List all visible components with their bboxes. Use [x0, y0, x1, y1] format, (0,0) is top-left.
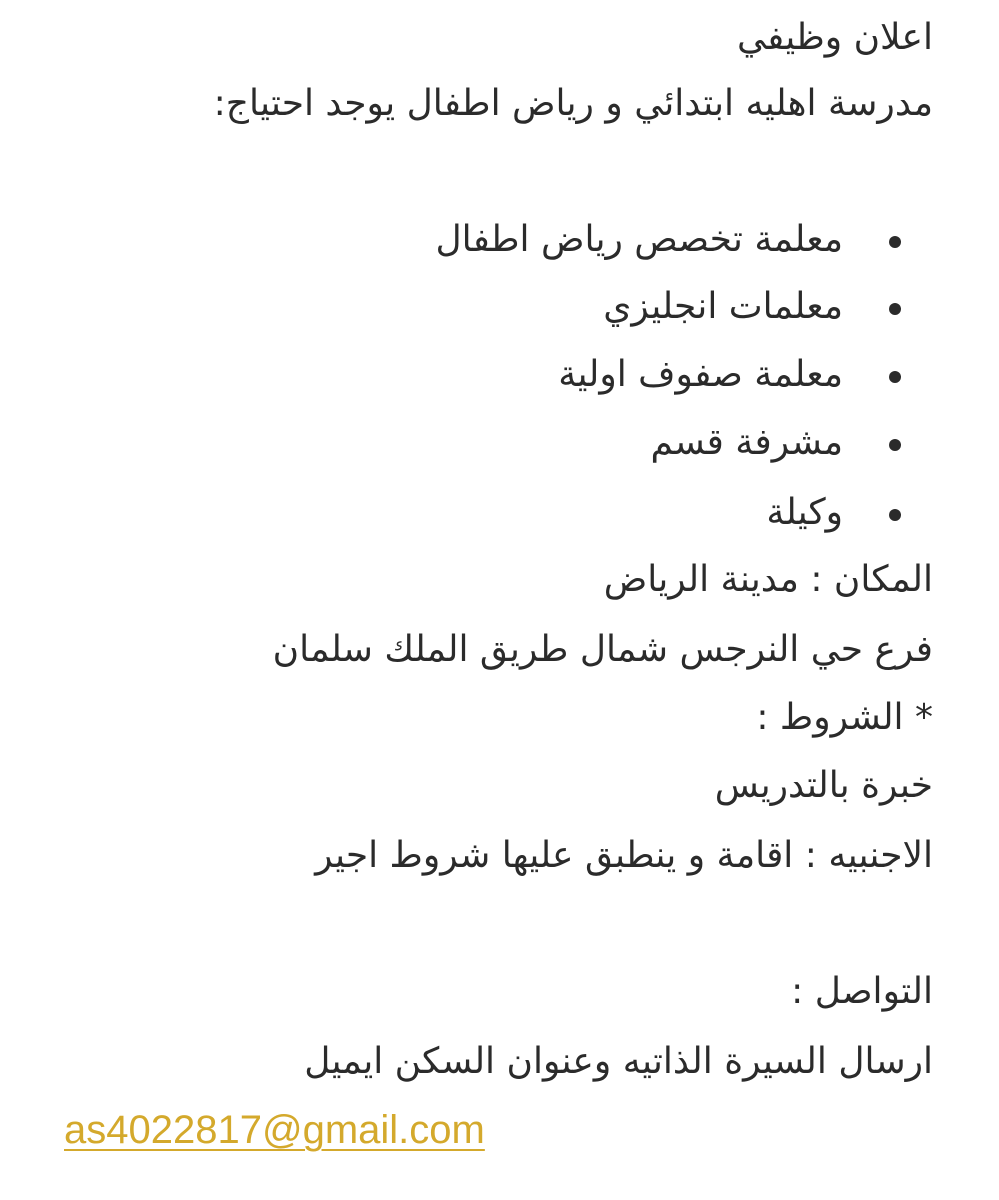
position-item: معلمة تخصص رياض اطفال [435, 219, 843, 260]
announcement-heading: اعلان وظيفي [737, 17, 933, 58]
bullet-icon [889, 236, 901, 248]
bullet-icon [889, 439, 901, 451]
position-item: مشرفة قسم [650, 422, 843, 463]
conditions-heading: * الشروط : [756, 697, 933, 738]
condition-foreign: الاجنبيه : اقامة و ينطبق عليها شروط اجير [315, 835, 933, 876]
bullet-icon [889, 303, 901, 315]
location-text: المكان : مدينة الرياض [603, 559, 933, 600]
position-item: معلمات انجليزي [603, 286, 843, 327]
bullet-icon [889, 509, 901, 521]
position-item: وكيلة [766, 492, 843, 533]
position-item: معلمة صفوف اولية [558, 354, 843, 395]
email-link[interactable]: as4022817@gmail.com [64, 1108, 485, 1152]
bullet-icon [889, 371, 901, 383]
contact-instructions: ارسال السيرة الذاتيه وعنوان السكن ايميل [304, 1041, 933, 1082]
intro-text: مدرسة اهليه ابتدائي و رياض اطفال يوجد احتياج: [213, 83, 933, 124]
branch-text: فرع حي النرجس شمال طريق الملك سلمان [272, 629, 933, 670]
contact-heading: التواصل : [791, 971, 933, 1012]
condition-experience: خبرة بالتدريس [714, 765, 933, 806]
